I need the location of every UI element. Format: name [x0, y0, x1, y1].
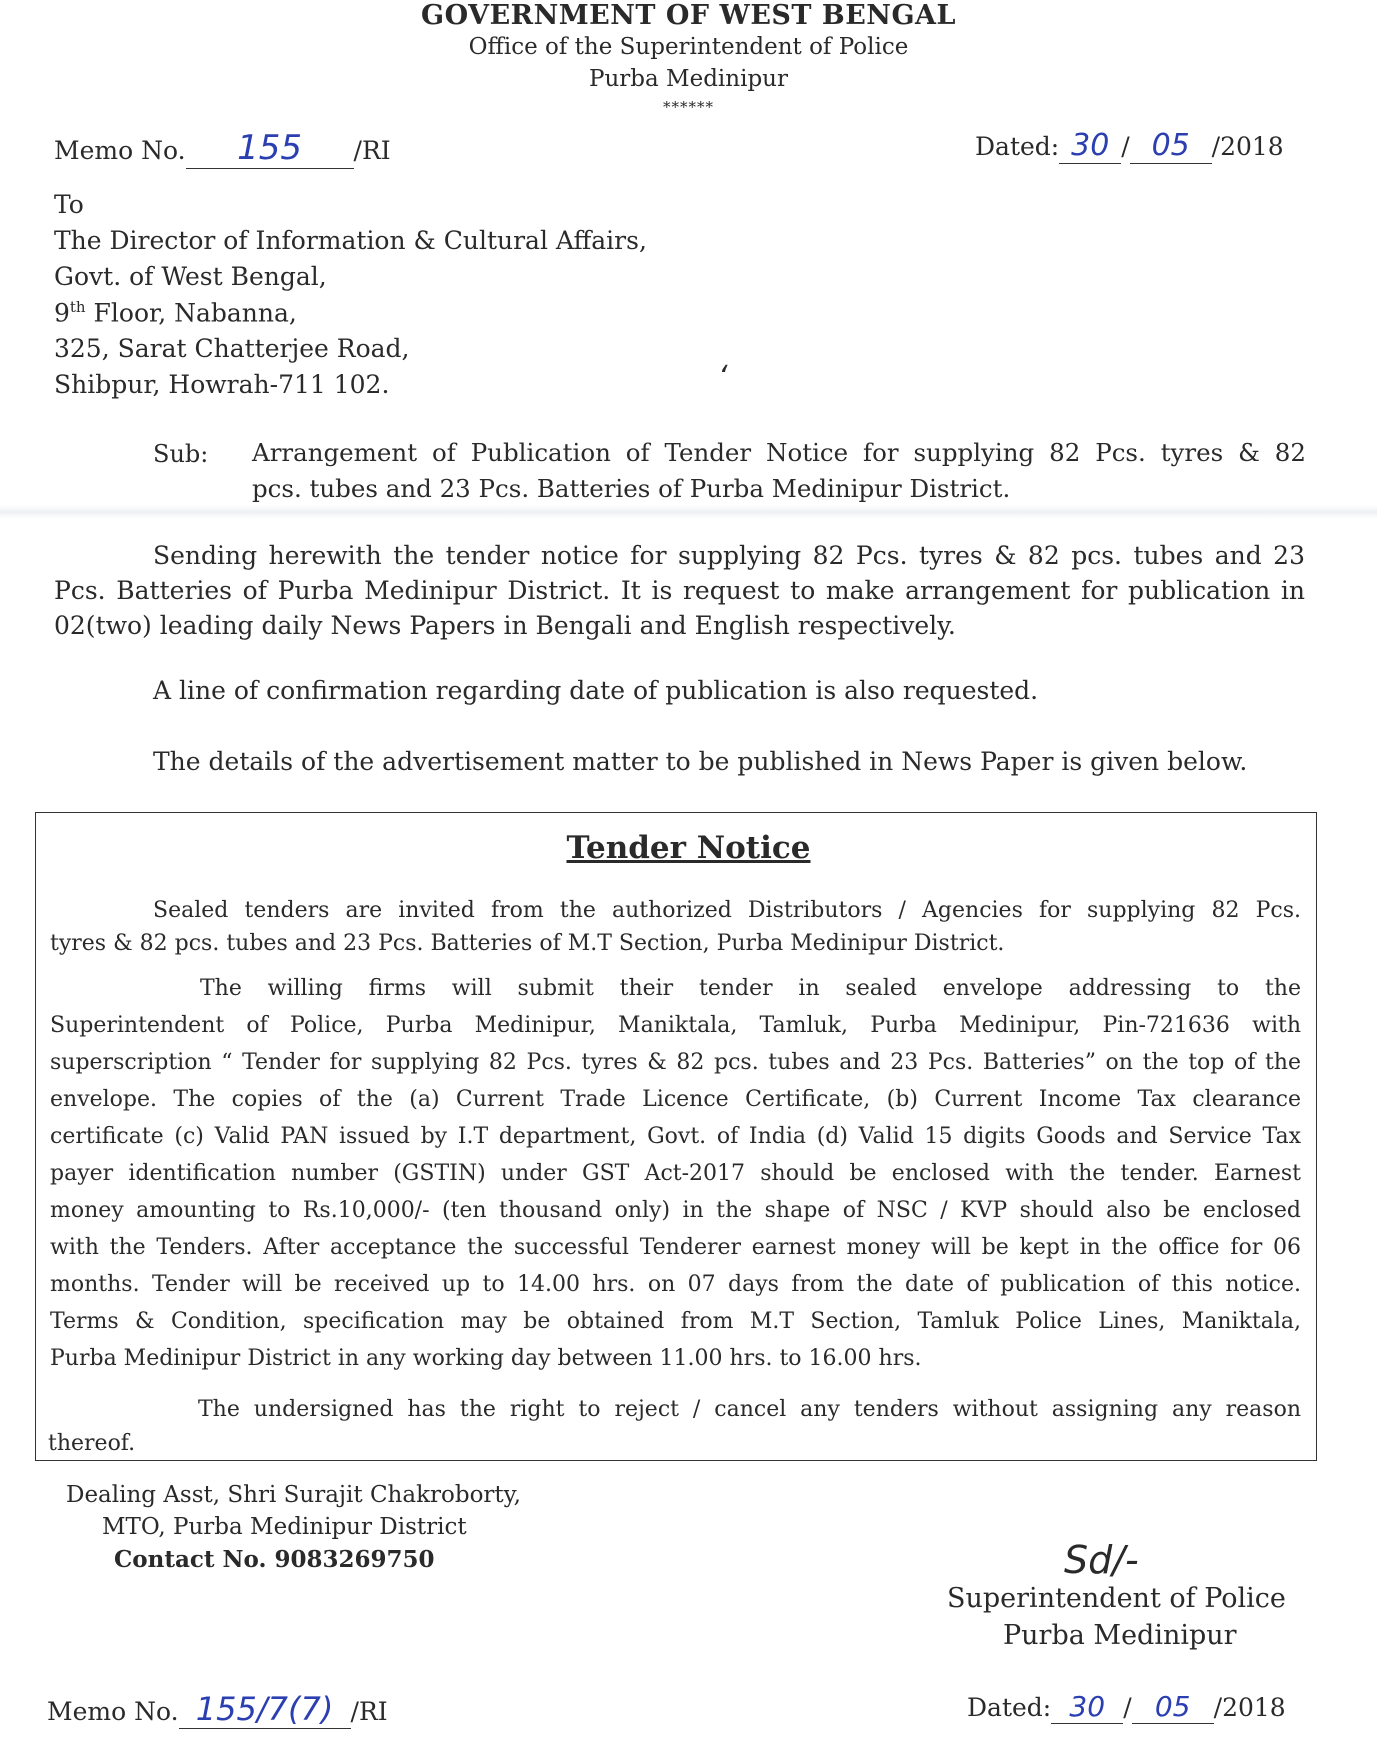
dealing-assistant: Dealing Asst, Shri Surajit Chakroborty, — [66, 1482, 521, 1508]
tender-para2-line10: Terms & Condition, specification may be obtained from M.T Section, Tamluk Police Lines, Maniktala, — [50, 1309, 1301, 1334]
body-para1-line3: 02(two) leading daily News Papers in Bengali and English respectively. — [54, 611, 956, 640]
subject-line-1: Arrangement of Publication of Tender Notice for supplying 82 Pcs. tyres & 82 — [252, 438, 1306, 467]
tender-para2-line11: Purba Medinipur District in any working day between 11.00 hrs. to 16.00 hrs. — [50, 1346, 922, 1371]
dated-sep-bottom: / — [1123, 1693, 1132, 1722]
memo-number-bottom — [47, 1690, 388, 1729]
tender-para2-line1: The willing firms will submit their tender in sealed envelope addressing to the — [200, 976, 1301, 1001]
address-line-5: Shibpur, Howrah-711 102. — [54, 370, 390, 399]
contact-number: Contact No. 9083269750 — [114, 1546, 435, 1573]
tender-para2-line2: Superintendent of Police, Purba Medinipur, Maniktala, Tamluk, Purba Medinipur, Pin-721636 with — [50, 1013, 1301, 1038]
tender-para1-line2: tyres & 82 pcs. tubes and 23 Pcs. Batteries of M.T Section, Purba Medinipur District. — [50, 931, 1005, 956]
dated-year: /2018 — [1211, 132, 1284, 161]
floor-number: 9 — [54, 298, 70, 328]
dated-label-bottom: Dated: — [967, 1693, 1052, 1722]
tender-para1-line1: Sealed tenders are invited from the authorized Distributors / Agencies for supplying 82 Pcs. — [153, 898, 1301, 923]
dealing-office: MTO, Purba Medinipur District — [102, 1514, 467, 1540]
address-line-1: The Director of Information & Cultural Affairs, — [54, 226, 647, 255]
signature-sd: Sd/- — [1064, 1538, 1139, 1582]
tender-para2-line5: certificate (c) Valid PAN issued by I.T department, Govt. of India (d) Valid 15 digits Goods and Service Tax — [50, 1124, 1301, 1149]
dated-month-bottom: 05 — [1154, 1690, 1191, 1723]
address-line-3 — [54, 298, 297, 327]
office-heading: Office of the Superintendent of Police — [468, 34, 909, 60]
subject-line-2: pcs. tubes and 23 Pcs. Batteries of Purba Medinipur District. — [252, 474, 1011, 503]
dated-year-bottom: /2018 — [1213, 1693, 1286, 1722]
address-to: To — [54, 190, 84, 219]
dated-bottom — [967, 1690, 1286, 1724]
tender-para2-line3: superscription “ Tender for supplying 82 Pcs. tyres & 82 pcs. tubes and 23 Pcs. Batteries” on the top of the — [50, 1050, 1301, 1075]
memo-handwritten-number-bottom: 155/7(7) — [195, 1690, 334, 1728]
subject-label: Sub: — [153, 440, 209, 468]
memo-suffix: /RI — [353, 136, 391, 165]
address-line-4: 325, Sarat Chatterjee Road, — [54, 334, 410, 363]
header-stars: ****** — [663, 98, 714, 116]
memo-handwritten-number: 155 — [237, 128, 302, 168]
government-heading: GOVERNMENT OF WEST BENGAL — [421, 0, 956, 31]
tender-notice-title: Tender Notice — [566, 830, 811, 866]
tender-para2-line6: payer identification number (GSTIN) under GST Act-2017 should be enclosed with the tender. Earnest — [50, 1161, 1301, 1186]
ink-mark: ‘ — [718, 360, 728, 395]
dated-month: 05 — [1151, 128, 1190, 163]
body-para3: The details of the advertisement matter to be published in News Paper is given below. — [153, 747, 1248, 776]
dated-label: Dated: — [975, 132, 1060, 161]
tender-para2-line7: money amounting to Rs.10,000/- (ten thousand only) in the shape of NSC / KVP should also be enclosed — [50, 1198, 1301, 1223]
tender-para2-line9: months. Tender will be received up to 14.00 hrs. on 07 days from the date of publication of this notice. — [50, 1272, 1301, 1297]
tender-para3-line1: The undersigned has the right to reject / cancel any tenders without assigning any reason — [198, 1397, 1301, 1422]
dated-sep: / — [1121, 132, 1130, 161]
signatory-district: Purba Medinipur — [1003, 1620, 1237, 1651]
dated-day: 30 — [1071, 128, 1110, 163]
floor-superscript: th — [69, 298, 86, 316]
body-para1-line2: Pcs. Batteries of Purba Medinipur District. It is request to make arrangement for publication in — [54, 576, 1305, 605]
address-line-2: Govt. of West Bengal, — [54, 262, 327, 291]
floor-rest: Floor, Nabanna, — [85, 298, 297, 328]
tender-para2-line4: envelope. The copies of the (a) Current Trade Licence Certificate, (b) Current Income Tax clearance — [50, 1087, 1301, 1112]
memo-label-bottom: Memo No. — [47, 1697, 179, 1726]
memo-label: Memo No. — [54, 136, 186, 165]
memo-suffix-bottom: /RI — [350, 1697, 388, 1726]
dated-top — [975, 128, 1284, 164]
district-heading: Purba Medinipur — [589, 66, 788, 92]
body-para2: A line of confirmation regarding date of publication is also requested. — [153, 676, 1039, 705]
tender-para2-line8: with the Tenders. After acceptance the successful Tenderer earnest money will be kept in the office for 06 — [50, 1235, 1301, 1260]
tender-para3-line2: thereof. — [48, 1431, 136, 1456]
dated-day-bottom: 30 — [1069, 1690, 1106, 1723]
body-para1-line1: Sending herewith the tender notice for supplying 82 Pcs. tyres & 82 pcs. tubes and 23 — [153, 541, 1305, 570]
signatory-title: Superintendent of Police — [947, 1583, 1286, 1614]
memo-number-top — [54, 128, 391, 169]
